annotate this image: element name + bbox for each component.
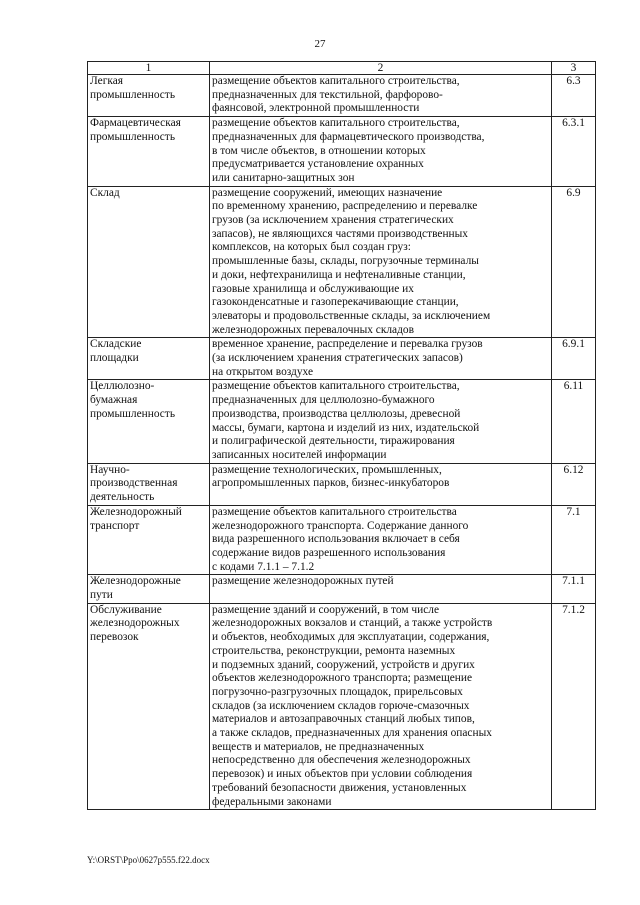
table-header-row bbox=[88, 62, 596, 75]
land-use-code: 6.12 bbox=[552, 463, 596, 505]
land-use-description-line: записанных носителей информации bbox=[212, 448, 387, 461]
land-use-description-line: требований безопасности движения, установленных bbox=[212, 781, 467, 794]
land-use-name bbox=[88, 380, 210, 463]
land-use-name-line: Железнодорожный bbox=[90, 505, 182, 518]
land-use-name-line: железнодорожных bbox=[90, 617, 180, 630]
land-use-description bbox=[210, 380, 552, 463]
land-use-name-line: промышленность bbox=[90, 130, 176, 143]
land-use-description-line: погрузочно-разгрузочных площадок, прирельсовых bbox=[212, 685, 463, 698]
land-use-description-line: размещение железнодорожных путей bbox=[212, 575, 394, 588]
land-use-name-line: деятельность bbox=[90, 491, 155, 504]
page-number: 27 bbox=[314, 38, 326, 50]
table-row bbox=[88, 575, 596, 603]
land-use-name-line: транспорт bbox=[90, 519, 140, 532]
land-use-description-line: грузов (за исключением хранения стратегических bbox=[212, 214, 454, 227]
column-header-1: 1 bbox=[88, 62, 210, 75]
land-use-description-line: и полиграфической деятельности, тиражирования bbox=[212, 435, 455, 448]
land-use-code: 6.3.1 bbox=[552, 117, 596, 187]
land-use-description-line: в том числе объектов, в отношении которых bbox=[212, 144, 426, 157]
land-use-description-line: и доки, нефтехранилища и нефтеналивные станции, bbox=[212, 268, 466, 281]
land-use-description-line: размещение технологических, промышленных, bbox=[212, 463, 442, 476]
land-use-description-line: производства, производства целлюлозы, древесной bbox=[212, 407, 461, 420]
land-use-name bbox=[88, 575, 210, 603]
land-use-description-line: по временному хранению, распределению и перевалке bbox=[212, 200, 478, 213]
land-use-name-line: пути bbox=[90, 589, 113, 602]
table-row bbox=[88, 186, 596, 338]
land-use-name-line: Склад bbox=[90, 186, 120, 199]
land-use-name bbox=[88, 75, 210, 117]
land-use-description-line: фаянсовой, электронной промышленности bbox=[212, 102, 420, 115]
land-use-name bbox=[88, 603, 210, 810]
land-use-name-line: Научно- bbox=[90, 463, 130, 476]
land-use-description-line: элеваторы и продовольственные склады, за исключением bbox=[212, 309, 491, 322]
land-use-description-line: перевозок) и иных объектов при условии соблюдения bbox=[212, 768, 473, 781]
land-use-description-line: железнодорожного транспорта. Содержание данного bbox=[212, 519, 469, 532]
land-use-code: 6.9.1 bbox=[552, 338, 596, 380]
land-use-description-line: размещение зданий и сооружений, в том числе bbox=[212, 603, 439, 616]
land-use-description-line: газоконденсатные и газоперекачивающие станции, bbox=[212, 296, 459, 309]
land-use-description-line: непосредственно для обеспечения железнодорожных bbox=[212, 754, 471, 767]
land-use-name-line: перевозок bbox=[90, 631, 139, 644]
land-use-description-line: массы, бумаги, картона и изделий из них, издательской bbox=[212, 421, 480, 434]
land-use-table bbox=[87, 61, 596, 810]
land-use-name-line: промышленность bbox=[90, 407, 176, 420]
land-use-description-line: а также складов, предназначенных для хранения опасных bbox=[212, 727, 492, 740]
land-use-description-line: или санитарно-защитных зон bbox=[212, 171, 355, 184]
table-row bbox=[88, 338, 596, 380]
land-use-description-line: агропромышленных парков, бизнес-инкубаторов bbox=[212, 477, 450, 490]
land-use-description-line: железнодорожных вокзалов и станций, а также устройств bbox=[212, 617, 493, 630]
land-use-name-line: производственная bbox=[90, 477, 178, 490]
land-use-description bbox=[210, 575, 552, 603]
land-use-description-line: комплексов, на которых был создан груз: bbox=[212, 241, 411, 254]
land-use-code: 7.1 bbox=[552, 505, 596, 575]
table-row bbox=[88, 505, 596, 575]
land-use-name bbox=[88, 463, 210, 505]
land-use-description-line: и подземных зданий, сооружений, устройств и других bbox=[212, 658, 475, 671]
land-use-description-line: промышленные базы, склады, погрузочные терминалы bbox=[212, 255, 479, 268]
land-use-description-line: газовые хранилища и обслуживающие их bbox=[212, 282, 414, 295]
table-row bbox=[88, 463, 596, 505]
land-use-description-line: размещение сооружений, имеющих назначение bbox=[212, 186, 443, 199]
land-use-description-line: железнодорожных перевалочных складов bbox=[212, 323, 414, 336]
land-use-name-line: Железнодорожные bbox=[90, 575, 181, 588]
table-row bbox=[88, 380, 596, 463]
land-use-description-line: размещение объектов капитального строительства, bbox=[212, 380, 460, 393]
land-use-description bbox=[210, 463, 552, 505]
land-use-name-line: Целлюлозно- bbox=[90, 380, 155, 393]
land-use-description bbox=[210, 505, 552, 575]
land-use-name-line: Легкая bbox=[90, 75, 124, 87]
land-use-description-line: и объектов, необходимых для эксплуатации, содержания, bbox=[212, 631, 490, 644]
land-use-description-line: размещение объектов капитального строительства, bbox=[212, 75, 460, 87]
land-use-description bbox=[210, 338, 552, 380]
land-use-description-line: (за исключением хранения стратегических запасов) bbox=[212, 352, 463, 365]
column-header-3: 3 bbox=[552, 62, 596, 75]
land-use-name-line: площадки bbox=[90, 352, 139, 365]
land-use-name-line: Складские bbox=[90, 338, 142, 351]
land-use-description-line: строительства, реконструкции, ремонта наземных bbox=[212, 644, 456, 657]
land-use-description bbox=[210, 117, 552, 187]
land-use-description bbox=[210, 186, 552, 338]
land-use-description-line: запасов), не являющихся частями производственных bbox=[212, 227, 468, 240]
land-use-description-line: предназначенных для фармацевтического производства, bbox=[212, 130, 485, 143]
land-use-code: 7.1.1 bbox=[552, 575, 596, 603]
file-path-footer: Y:\ORST\Ppo\0627p555.f22.docx bbox=[87, 855, 210, 865]
land-use-code: 7.1.2 bbox=[552, 603, 596, 810]
land-use-name-line: промышленность bbox=[90, 88, 176, 101]
land-use-description-line: с кодами 7.1.1 – 7.1.2 bbox=[212, 560, 315, 573]
land-use-description-line: предназначенных для целлюлозно-бумажного bbox=[212, 394, 435, 407]
land-use-name bbox=[88, 338, 210, 380]
land-use-description-line: федеральными законами bbox=[212, 795, 332, 808]
land-use-description-line: предназначенных для текстильной, фарфорово- bbox=[212, 88, 443, 101]
land-use-description bbox=[210, 603, 552, 810]
land-use-description-line: предусматривается установление охранных bbox=[212, 158, 424, 171]
land-use-code: 6.3 bbox=[552, 75, 596, 117]
land-use-name-line: Обслуживание bbox=[90, 603, 162, 616]
land-use-description-line: размещение объектов капитального строительства, bbox=[212, 117, 460, 130]
land-use-description-line: веществ и материалов, не предназначенных bbox=[212, 740, 425, 753]
land-use-description-line: складов (за исключением складов горюче-смазочных bbox=[212, 699, 470, 712]
land-use-name bbox=[88, 186, 210, 338]
land-use-description-line: размещение объектов капитального строительства bbox=[212, 505, 457, 518]
land-use-code: 6.11 bbox=[552, 380, 596, 463]
land-use-description-line: материалов и автозаправочных станций любых типов, bbox=[212, 713, 475, 726]
land-use-name bbox=[88, 117, 210, 187]
table-row bbox=[88, 75, 596, 117]
table-row bbox=[88, 603, 596, 810]
land-use-name bbox=[88, 505, 210, 575]
land-use-description-line: временное хранение, распределение и перевалка грузов bbox=[212, 338, 483, 351]
land-use-name-line: бумажная bbox=[90, 394, 138, 407]
land-use-description-line: вида разрешенного использования включает в себя bbox=[212, 533, 460, 546]
table-body bbox=[88, 75, 596, 810]
land-use-name-line: Фармацевтическая bbox=[90, 117, 181, 130]
table-row bbox=[88, 117, 596, 187]
column-header-2: 2 bbox=[210, 62, 552, 75]
land-use-description-line: на открытом воздухе bbox=[212, 365, 314, 378]
land-use-code: 6.9 bbox=[552, 186, 596, 338]
land-use-description-line: содержание видов разрешенного использования bbox=[212, 546, 446, 559]
land-use-description bbox=[210, 75, 552, 117]
land-use-description-line: объектов железнодорожного транспорта; размещение bbox=[212, 672, 473, 685]
